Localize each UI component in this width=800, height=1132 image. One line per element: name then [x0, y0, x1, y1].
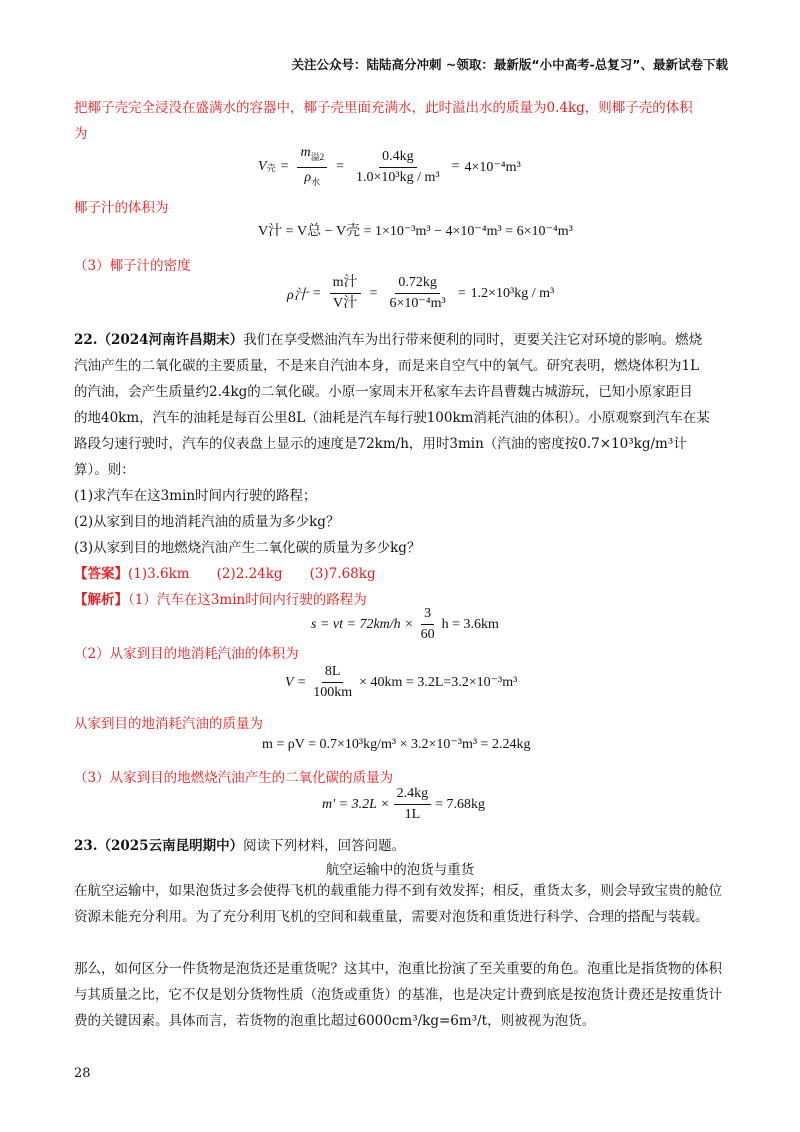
- q22-analysis-4: （3）从家到目的地燃烧汽油产生的二氧化碳的质量为: [74, 770, 394, 786]
- q22-text-line: 的地40km，汽车的油耗是每百公里8L（油耗是汽车每行驶100km消耗汽油的体积）。小原观察到汽车在某: [74, 410, 710, 426]
- fraction-numerator: 0.4kg: [379, 149, 417, 168]
- q22-text-line: 汽油产生的二氧化碳的主要质量，不是来自汽油本身，而是来自空气中的氧气。研究表明，燃烧体积为1L: [74, 358, 700, 374]
- analysis-label: 【解析】: [74, 592, 128, 608]
- fraction-denominator: 6×10⁻⁴m³: [389, 296, 446, 311]
- fraction-numerator: 2.4kg: [394, 786, 432, 805]
- formula-subscript: 溢2: [310, 151, 325, 162]
- q23-number: 23.: [74, 838, 98, 854]
- answer-text: (1)3.6km (2)2.24kg (3)7.68kg: [128, 566, 376, 582]
- q22-text-line: 的汽油，会产生质量约2.4kg的二氧化碳。小原一家周末开私家车去许昌曹魏古城游玩，已知小原家距目: [74, 384, 693, 400]
- formula-gas-mass: m = ρV = 0.7×10³kg/m³ × 3.2×10⁻³m³ = 2.24kg: [262, 737, 531, 752]
- q22-text: 我们在享受燃油汽车为出行带来便利的同时，更要关注它对环境的影响。燃烧: [243, 332, 703, 348]
- formula-shell-volume: V 壳 = $\frac{m_{溢2}}{\rho_水}$ = $\frac{0.4kg}{\text{1.0×10³kg / m³}}$ = 4×10⁻⁴m³: [258, 145, 521, 187]
- formula-rhs: = 7.68kg: [435, 796, 486, 812]
- q22-sub-question-3: (3)从家到目的地燃烧汽油产生二氧化碳的质量为多少kg？: [74, 540, 421, 556]
- fraction-numerator: 0.72kg: [395, 275, 440, 294]
- coconut-shell-text-cont: 为: [74, 126, 88, 142]
- q23-first-line: [74, 834, 405, 854]
- analysis-text: （1）汽车在这3min时间内行驶的路程为: [128, 592, 367, 608]
- fraction-denominator: 100km: [313, 685, 353, 700]
- juice-density-label: （3）椰子汁的密度: [74, 258, 191, 274]
- formula-lhs: s = vt = 72km/h ×: [311, 616, 414, 632]
- q22-sub-question-2: (2)从家到目的地消耗汽油的质量为多少kg？: [74, 514, 340, 530]
- page-number: 28: [74, 1066, 91, 1081]
- fraction-numerator: 8L: [322, 664, 344, 683]
- q23-source: （2025云南昆明期中）: [97, 838, 244, 854]
- q22-text-line: 路段匀速行驶时，汽车的仪表盘上显示的速度是72km/h，用时3min（汽油的密度按0.7×10³kg/m³计: [74, 436, 687, 452]
- formula-rhs: × 40km = 3.2L=3.2×10⁻³m³: [359, 675, 518, 690]
- fraction-denominator: V汁: [333, 296, 358, 311]
- formula-lhs: m′ = 3.2L ×: [322, 796, 390, 812]
- q22-analysis-2: （2）从家到目的地消耗汽油的体积为: [74, 646, 299, 662]
- formula-juice-volume: V汁 = V总 − V壳 = 1×10⁻³m³ − 4×10⁻⁴m³ = 6×10⁻⁴m³: [258, 224, 573, 239]
- formula-rhs: h = 3.6km: [441, 616, 499, 632]
- fraction-denominator: 60: [420, 627, 435, 642]
- q22-source: （2024河南许昌期末）: [97, 332, 244, 348]
- formula-subscript: 壳: [266, 162, 276, 173]
- fraction-numerator: m汁: [330, 275, 361, 294]
- q22-number: 22.: [74, 332, 98, 348]
- q22-text-line: 算）。则：: [74, 462, 135, 478]
- article-paragraph-2: 那么，如何区分一件货物是泡货还是重货呢？这其中，泡重比扮演了至关重要的角色。泡重比是指货物的体积与其质量之比，它不仅是划分货物性质（泡货或重货）的基准，也是决定计费到底是按泡货计费还是按重货计费的关键因素。具体而言，若货物的泡重比超过6000cm³/kg=6m³/t，则被视为泡货。: [74, 961, 722, 1029]
- article-paragraph-1: 在航空运输中，如果泡货过多会使得飞机的载重能力得不到有效发挥；相反，重货太多，则会导致宝贵的舱位资源未能充分利用。为了充分利用飞机的空间和载重量，需要对泡货和重货进行科学、合理的搭配与装载。: [74, 883, 722, 925]
- juice-volume-label: 椰子汁的体积为: [74, 200, 169, 216]
- formula-symbol: m: [300, 145, 311, 160]
- formula-symbol: V: [258, 159, 267, 175]
- q22-analysis-3: 从家到目的地消耗汽油的质量为: [74, 716, 263, 732]
- formula-result: 4×10⁻⁴m³: [464, 159, 521, 175]
- fraction-denominator: 1.0×10³kg / m³: [356, 169, 440, 185]
- formula-co2-mass: [322, 786, 485, 823]
- q22-sub-question-1: (1)求汽车在这3min时间内行驶的路程；: [74, 488, 317, 504]
- answer-label: 【答案】: [74, 566, 128, 582]
- formula-result: 1.2×10³kg / m³: [470, 285, 555, 301]
- q22-analysis: [74, 588, 367, 608]
- formula-gas-volume: [285, 664, 517, 701]
- q22-answer: [74, 562, 376, 582]
- q22-first-line: [74, 328, 702, 348]
- formula-lhs: V =: [285, 674, 307, 690]
- formula-subscript: 水: [311, 176, 321, 187]
- page-header: 关注公众号：陆陆高分冲刺 ~领取：最新版“小中高考-总复习”、最新试卷下载: [291, 57, 728, 72]
- article-title: 航空运输中的泡货与重货: [325, 862, 475, 878]
- fraction-numerator: 3: [421, 606, 434, 625]
- q23-intro: 阅读下列材料，回答问题。: [243, 838, 406, 854]
- formula-distance: [311, 606, 499, 643]
- formula-juice-density: ρ汁 = $\frac{\text{m汁}}{\text{V汁}}$ = $\frac{0.72kg}{\text{6×10⁻⁴m³}}$ = 1.2×10³kg / m³: [287, 275, 555, 311]
- formula-symbol: ρ汁: [287, 287, 308, 303]
- formula-symbol: ρ: [304, 169, 312, 185]
- fraction-denominator: 1L: [404, 807, 421, 822]
- coconut-shell-text: 把椰子壳完全浸没在盛满水的容器中，椰子壳里面充满水，此时溢出水的质量为0.4kg，则椰子壳的体积: [74, 100, 693, 116]
